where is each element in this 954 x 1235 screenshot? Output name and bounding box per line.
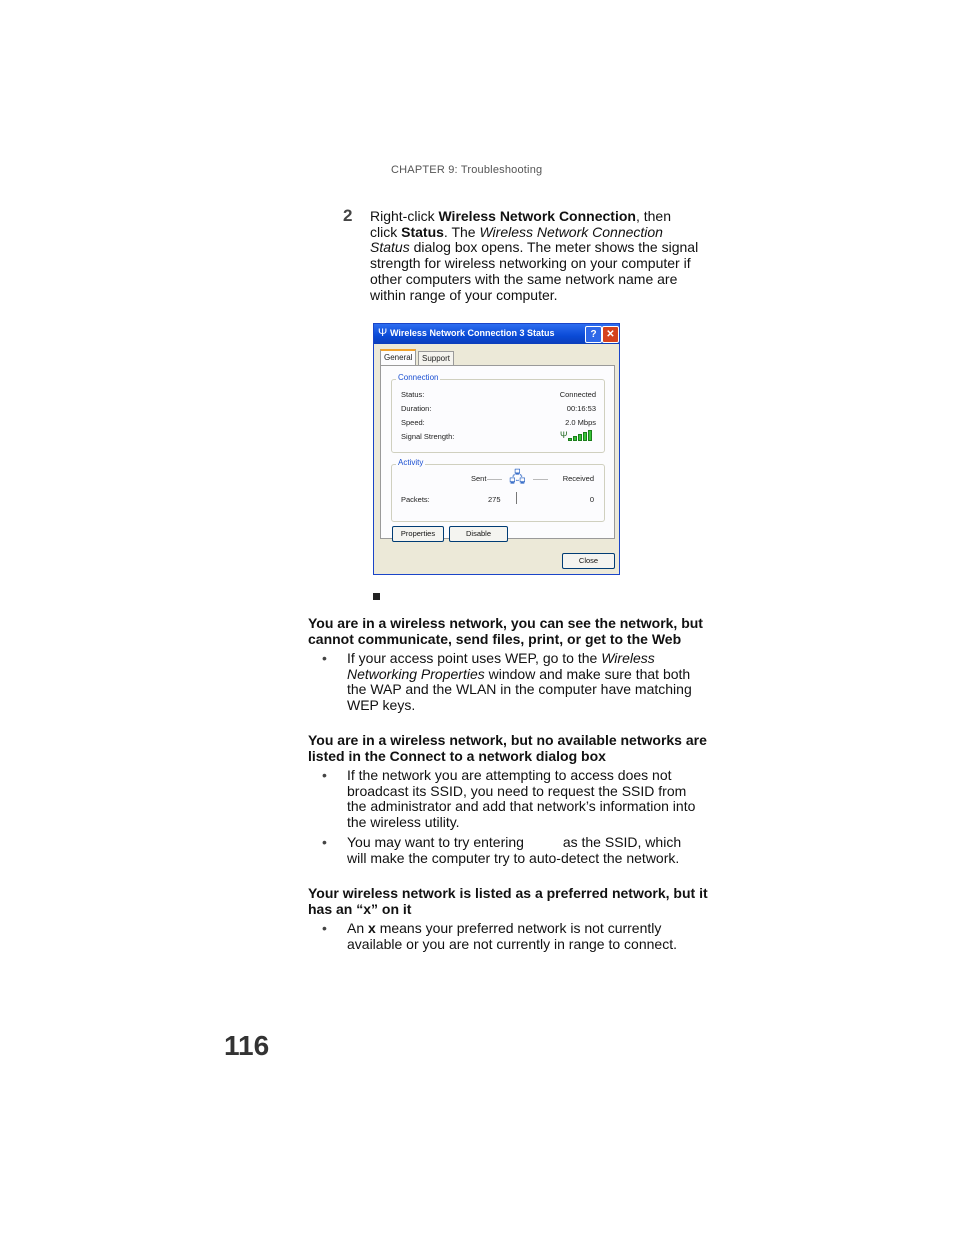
bullet-icon: • <box>322 650 327 666</box>
end-of-step-marker <box>373 593 380 600</box>
status-dialog <box>373 323 620 575</box>
chapter-header: CHAPTER 9: Troubleshooting <box>391 164 543 176</box>
section2-bullet1: If the network you are attempting to access does not broadcast its SSID, you need to request the SSID from the administrator and add that network’s information into the wireless utility. <box>347 767 696 831</box>
connection-group <box>391 373 605 453</box>
packets-received: 0 <box>589 495 594 504</box>
activity-divider <box>516 492 517 504</box>
sent-line: —— <box>487 474 502 483</box>
close-icon[interactable]: ✕ <box>602 326 619 343</box>
signal-antenna-icon: Ψ <box>560 430 568 440</box>
tab-support[interactable]: Support <box>418 351 454 366</box>
close-button[interactable]: Close <box>562 553 615 569</box>
bullet-icon: • <box>322 834 327 850</box>
speed-label: Speed: <box>401 418 425 427</box>
section1-bullet1: If your access point uses WEP, go to the Wireless Networking Properties window and make sure that both the WAP and the WLAN in the computer have matching WEP keys. <box>347 650 692 714</box>
network-computers-icon: 🖧 <box>509 469 526 486</box>
signal-bar <box>578 434 582 441</box>
section2-heading: You are in a wireless network, but no available networks are listed in the Connect to a network dialog box <box>308 732 707 764</box>
status-label: Status: <box>401 390 425 399</box>
sent-label: Sent <box>471 474 487 483</box>
tab-general[interactable]: General <box>380 349 416 367</box>
received-label: Received <box>562 474 594 483</box>
bullet-icon: • <box>322 920 327 936</box>
received-line: —— <box>533 474 548 483</box>
packets-label: Packets: <box>401 495 430 504</box>
status-value: Connected <box>559 390 596 399</box>
signal-bar <box>583 432 587 441</box>
step-text: Right-click Wireless Network Connection, then click Status. The Wireless Network Connection Status dialog box opens. The meter shows the signal strength for wireless networking on your computer if other computers with the same network name are within range of your computer. <box>370 208 699 303</box>
disable-button[interactable]: Disable <box>449 526 508 542</box>
signal-meter <box>568 430 598 441</box>
page-number: 116 <box>224 1030 270 1061</box>
signal-strength-label: Signal Strength: <box>401 432 455 441</box>
signal-bar <box>568 438 572 441</box>
duration-value: 00:16:53 <box>566 404 596 413</box>
section1-heading: You are in a wireless network, you can see the network, but cannot communicate, send files, print, or get to the Web <box>308 615 703 647</box>
bullet-icon: • <box>322 767 327 783</box>
activity-group-title: Activity <box>398 458 424 467</box>
dialog-title: Wireless Network Connection 3 Status <box>390 328 555 338</box>
activity-group <box>391 458 605 522</box>
step-number: 2 <box>343 206 353 225</box>
duration-label: Duration: <box>401 404 432 413</box>
dialog-titlebar <box>374 324 619 344</box>
section2-bullet2: You may want to try entering as the SSID, which will make the computer try to auto-detect the network. <box>347 834 682 866</box>
connection-group-title: Connection <box>398 373 439 382</box>
signal-bar <box>573 436 577 441</box>
antenna-icon: Ψ <box>378 327 388 339</box>
speed-value: 2.0 Mbps <box>565 418 596 427</box>
section3-heading: Your wireless network is listed as a preferred network, but it has an “x” on it <box>308 885 708 917</box>
tab-panel <box>380 365 615 539</box>
properties-button[interactable]: Properties <box>392 526 444 542</box>
signal-bar <box>588 430 592 441</box>
section3-bullet1: An x means your preferred network is not currently available or you are not currently in range to connect. <box>347 920 677 952</box>
packets-sent: 275 <box>488 495 501 504</box>
help-button[interactable]: ? <box>585 326 602 343</box>
